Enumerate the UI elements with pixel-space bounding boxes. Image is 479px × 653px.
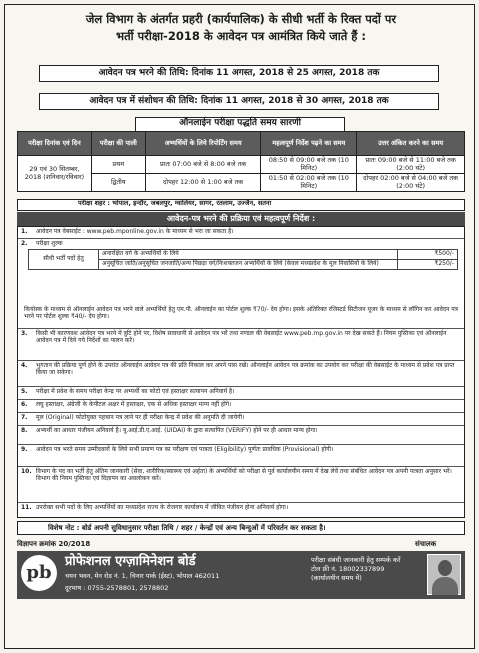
instructions-box (17, 226, 465, 518)
list-item (18, 503, 464, 519)
table-row (18, 156, 465, 174)
contact-line-2: टोल फ्री नं. 18002337899 (311, 564, 385, 573)
fee-amount: ₹250/- (398, 259, 458, 269)
fee-note: कियोस्क के माध्यम से ऑनलाईन आवेदन पत्र भरने वाले अभ्यर्थियों हेतु एम.पी. ऑनलाईन का पोर्टल शुल्क ₹70/- देय होगा। इसके अतिरिक्त रजिस्टर्ड सिटीजन यूजर के माध्यम से लॉगिन कर आवेदन पत्र भरने पर पोर्टल शुल्क ₹40/- देय होगा। (24, 306, 458, 320)
list-item (18, 413, 464, 426)
list-item (18, 400, 464, 413)
list-item (18, 387, 464, 400)
item-text: किसी भी कारणवश आवेदन पत्र भरने में त्रुटि होने पर, विशेष सावधानी से आवेदन पत्र भरें तथा मण्डल की वेबसाईट www.peb.mp.gov.in पर देख सकते हैं। नियम पुस्तिका एवं ऑनलाईन आवेदन पत्र में दिये गये निर्देशों का पालन करें। (36, 330, 447, 344)
headline-line-2: भर्ती परीक्षा-2018 के आवेदन पत्र आमंत्रित किये जाते हैं : (116, 29, 366, 44)
process-title: आवेदन-पत्र भरने की प्रक्रिया एवं महत्वपूर्ण निर्देश : (17, 212, 465, 226)
reporting-cell: दोपहर 12:00 से 1:00 बजे तक (145, 174, 261, 192)
shift-cell: प्रथम (91, 156, 145, 174)
board-phone: दूरभाष : 0755-2578801, 2578802 (65, 584, 169, 592)
item-number: 10. (21, 468, 32, 475)
col-reporting: अभ्यर्थियों के लिये रिपोर्टिंग समय (145, 132, 261, 156)
instructions-cell: 01:50 से 02:00 बजे तक (10 मिनिट) (261, 174, 357, 192)
portrait-image (427, 554, 461, 595)
schedule-title: ऑनलाईन परीक्षा पद्धति समय सारणी (135, 117, 345, 131)
list-item (18, 227, 464, 239)
col-answer: उत्तर अंकित करने का समय (357, 132, 465, 156)
headline (13, 11, 469, 46)
correction-date-box: आवेदन पत्र में संशोधन की तिथि: दिनांक 11 अगस्त, 2018 से 30 अगस्त, 2018 तक (39, 93, 439, 110)
item-text: लघु हस्ताक्षर, अंग्रेजी के केपीटल अक्षर में हस्ताक्षर, एक से अधिक हस्ताक्षर मान्य नहीं होंगे। (36, 401, 232, 408)
item-number: 4. (21, 362, 28, 369)
advertisement-number: विज्ञापन क्रमांक 20/2018 (17, 540, 91, 548)
portrait-head (438, 560, 452, 576)
exam-date-cell: 29 एवं 30 सितम्बर, 2018 (शनिवार/रविवार) (18, 156, 92, 192)
item-text: उपरोक्त सभी पदों के लिए अभ्यर्थियों का मध्यप्रदेश राज्य के रोजगार कार्यालय में जीवित पंजीयन होना अनिवार्य होगा। (36, 504, 289, 511)
list-item (18, 361, 464, 387)
special-note: विशेष नोट : बोर्ड अपनी सुविधानुसार परीक्षा तिथि / शहर / केन्द्रों एवं अन्य बिन्दुओं में परिवर्तन कर सकता है। (17, 521, 465, 535)
fee-table (28, 249, 458, 270)
item-number: 3. (21, 330, 28, 337)
advertisement-page (4, 4, 475, 649)
list-item (18, 329, 464, 361)
footer (17, 551, 465, 599)
board-address: चयन भवन, मेन रोड नं. 1, चिनार पार्क (ईस्ट), भोपाल 462011 (65, 572, 220, 580)
contact-box (311, 556, 421, 582)
item-text: परीक्षा में प्रवेश के समय परीक्षा केन्द्र पर अभ्यर्थी का फोटो एवं हस्ताक्षर सत्यापन अनिवार्य है। (36, 388, 235, 395)
item-text: आवेदन पत्र वेबसाईट : www.peb.mponline.gov.in के माध्यम से भरा जा सकता है। (36, 228, 234, 235)
exam-cities: परीक्षा शहर : भोपाल, इन्दौर, जबलपुर, ग्वालियर, सागर, रतलाम, उज्जैन, सतना (17, 199, 465, 211)
item-text: अभ्यर्थी का आधार पंजीयन अनिवार्य है। यू.आई.डी.ए.आई. (UIDAI) के द्वारा सत्यापित (VERIFY) होने पर ही आधार मान्य होगा। (36, 427, 318, 434)
instructions-cell: 08:50 से 09:00 बजे तक (10 मिनिट) (261, 156, 357, 174)
item-number: 6. (21, 401, 28, 408)
contact-line-1: परीक्षा संबंधी जानकारी हेतु सम्पर्क करें (311, 556, 401, 564)
contact-line-3: (कार्यालयीन समय में) (311, 573, 362, 582)
item-number: 11. (21, 504, 32, 511)
fee-category: अनुसूचित जाति/अनुसूचित जनजाति/अन्य पिछड़ा वर्ग/निःशक्तजन अभ्यर्थियों के लिये (केवल मध्यप्रदेश के मूल निवासियों के लिये) (99, 259, 398, 269)
item-number: 1. (21, 228, 28, 235)
item-text: परीक्षा शुल्क (36, 240, 63, 247)
list-item (18, 445, 464, 467)
list-item (18, 426, 464, 445)
peb-logo: pb (21, 555, 57, 591)
headline-line-1: जेल विभाग के अंतर्गत प्रहरी (कार्यपालिक) के सीधी भर्ती के रिक्त पदों पर (85, 12, 397, 26)
shift-cell: द्वितीय (91, 174, 145, 192)
item-number: 7. (21, 414, 28, 421)
list-item (18, 467, 464, 503)
fee-category: अनारक्षित वर्ग के अभ्यर्थियों के लिये (99, 250, 398, 260)
item-text: मूल (Original) फोटोयुक्त पहचान पत्र लाने पर ही परीक्षा केन्द्र में प्रवेश की अनुमति दी जायेगी। (36, 414, 245, 421)
list-item (18, 239, 464, 329)
fee-label: सीधी भर्ती पदों हेतु (29, 250, 99, 270)
item-text: भुगतान की प्रक्रिया पूर्ण होने के उपरांत ऑनलाईन आवेदन पत्र की प्रति निकाल कर अपने पास रखें। ऑनलाईन आवेदन पत्र क्रमांक का उपयोग कर परीक्षा की वेबसाईट के माध्यम से प्रवेश पत्र प्राप्त किया जा सकेगा। (36, 362, 455, 376)
item-number: 5. (21, 388, 28, 395)
item-text: विभाग के पद का भर्ती हेतु अंतिम जानकारी (सेवा, शारीरिक/स्वास्थ्य एवं अर्हता) के अभ्यर्थियों को परीक्षा से पूर्व कार्यालयीन समय में देख लेवें तथा संबंधित आवेदन पत्र अपनी पात्रता अनुसार भरें। विभाग की नियम पुस्तिका एवं विज्ञापन का अवलोकन करें। (36, 468, 452, 482)
reporting-cell: प्रातः 07:00 बजे से 8:00 बजे तक (145, 156, 261, 174)
item-number: 2. (21, 240, 28, 247)
col-exam-date: परीक्षा दिनांक एवं दिन (18, 132, 92, 156)
item-number: 8. (21, 427, 28, 434)
director-signature: संचालक (415, 540, 437, 548)
item-text: आवेदन पत्र भरते समय उम्मीदवारों के लिये सभी प्रमाण पत्र का परीक्षण एवं पात्रता (Eligibility) पूर्णतः प्रावधिक (Provisional) होगी। (36, 446, 334, 453)
answer-cell: दोपहर 02:00 बजे से 04:00 बजे तक (2:00 घंटे) (357, 174, 465, 192)
schedule-header-row (18, 132, 465, 156)
col-instructions: महत्वपूर्ण निर्देश पढ़ने का समय (261, 132, 357, 156)
schedule-table (17, 131, 465, 192)
answer-cell: प्रातः 09:00 बजे से 11:00 बजे तक (2:00 घंटे) (357, 156, 465, 174)
table-row (29, 250, 458, 260)
item-number: 9. (21, 446, 28, 453)
board-name: प्रोफेशनल एग्ज़ामिनेशन बोर्ड (65, 554, 196, 569)
fee-amount: ₹500/- (398, 250, 458, 260)
application-date-box: आवेदन पत्र भरने की तिथि: दिनांक 11 अगस्त, 2018 से 25 अगस्त, 2018 तक (39, 65, 439, 82)
portrait-body (432, 577, 458, 595)
col-shift: परीक्षा की पाली (91, 132, 145, 156)
